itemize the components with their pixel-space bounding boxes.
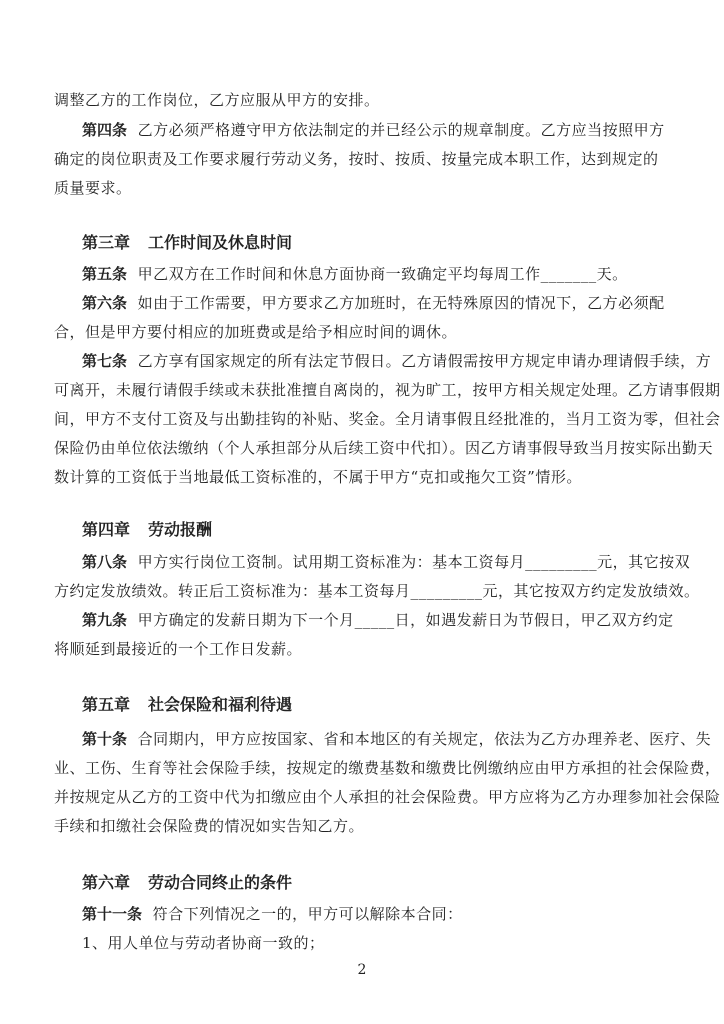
chapter-title: 社会保险和福利待遇 (148, 695, 293, 714)
text-line: 乙方必须严格遵守甲方依法制定的并已经公示的规章制度。乙方应当按照甲方 (137, 121, 665, 139)
chapter-number: 第四章 (82, 520, 131, 539)
article-6 (54, 289, 674, 347)
chapter-number: 第六章 (82, 873, 131, 892)
chapter-number: 第五章 (82, 695, 131, 714)
text-line: 甲乙双方在工作时间和休息方面协商一致确定平均每周工作_______天。 (137, 265, 628, 283)
list-item: 1、用人单位与劳动者协商一致的； (82, 934, 325, 952)
text-line: 并按规定从乙方的工资中代为扣缴应由个人承担的社会保险费。甲方应将为乙方办理参加社会保险 (54, 788, 721, 806)
article-4 (54, 116, 674, 203)
text-line: 方约定发放绩效。转正后工资标准为：基本工资每月_________元，其它按双方约定发放绩效。 (54, 582, 700, 600)
article-11 (54, 900, 674, 958)
article-label: 第十一条 (82, 905, 143, 923)
text-line: 符合下列情况之一的，甲方可以解除本合同： (152, 905, 463, 923)
text-line: 数计算的工资低于当地最低工资标准的，不属于甲方“克扣或拖欠工资”情形。 (54, 468, 582, 486)
text-line: 质量要求。 (54, 179, 132, 197)
text-line: 甲方确定的发薪日期为下一个月_____日，如遇发薪日为节假日，甲乙双方约定 (137, 611, 674, 629)
text-line: 保险仍由单位依法缴纳（个人承担部分从后续工资中代扣）。因乙方请事假导致当月按实际出勤天 (54, 439, 714, 457)
article-label: 第六条 (82, 294, 128, 312)
chapter-heading (82, 868, 292, 898)
article-label: 第九条 (82, 611, 128, 629)
article-label: 第四条 (82, 121, 128, 139)
text-line: 调整乙方的工作岗位，乙方应服从甲方的安排。 (54, 91, 380, 109)
chapter-heading (82, 690, 292, 720)
text-line: 将顺延到最接近的一个工作日发薪。 (54, 640, 303, 658)
text-line: 合，但是甲方要付相应的加班费或是给予相应时间的调休。 (54, 323, 458, 341)
article-9 (54, 606, 674, 664)
article-label: 第八条 (82, 553, 128, 571)
text-line: 合同期内，甲方应按国家、省和本地区的有关规定，依法为乙方办理养老、医疗、失 (137, 730, 712, 748)
paragraph-intro (54, 86, 674, 115)
text-line: 手续和扣缴社会保险费的情况如实告知乙方。 (54, 817, 365, 835)
text-line: 确定的岗位职责及工作要求履行劳动义务，按时、按质、按量完成本职工作，达到规定的 (54, 150, 659, 168)
article-10 (54, 725, 721, 841)
text-line: 间，甲方不支付工资及与出勤挂钩的补贴、奖金。全月请事假且经批准的，当月工资为零，但社会 (54, 410, 721, 428)
chapter-heading (82, 515, 212, 545)
chapter-number: 第三章 (82, 233, 131, 252)
page-number: 2 (357, 962, 367, 978)
text-line: 业、工伤、生育等社会保险手续，按规定的缴费基数和缴费比例缴纳应由甲方承担的社会保险费， (54, 759, 721, 777)
chapter-title: 工作时间及休息时间 (148, 233, 293, 252)
chapter-title: 劳动合同终止的条件 (148, 873, 293, 892)
article-label: 第五条 (82, 265, 128, 283)
article-label: 第十条 (82, 730, 128, 748)
chapter-heading (82, 228, 292, 258)
article-8 (54, 548, 700, 606)
chapter-title: 劳动报酬 (148, 520, 213, 539)
article-7 (54, 347, 721, 492)
text-line: 乙方享有国家规定的所有法定节假日。乙方请假需按甲方规定申请办理请假手续，方 (137, 352, 712, 370)
text-line: 可离开，未履行请假手续或未获批准擅自离岗的，视为旷工，按甲方相关规定处理。乙方请事假期 (54, 381, 721, 399)
text-line: 如由于工作需要，甲方要求乙方加班时，在无特殊原因的情况下，乙方必须配 (137, 294, 665, 312)
text-line: 甲方实行岗位工资制。试用期工资标准为：基本工资每月_________元，其它按双 (137, 553, 691, 571)
article-label: 第七条 (82, 352, 128, 370)
article-5 (54, 260, 674, 289)
